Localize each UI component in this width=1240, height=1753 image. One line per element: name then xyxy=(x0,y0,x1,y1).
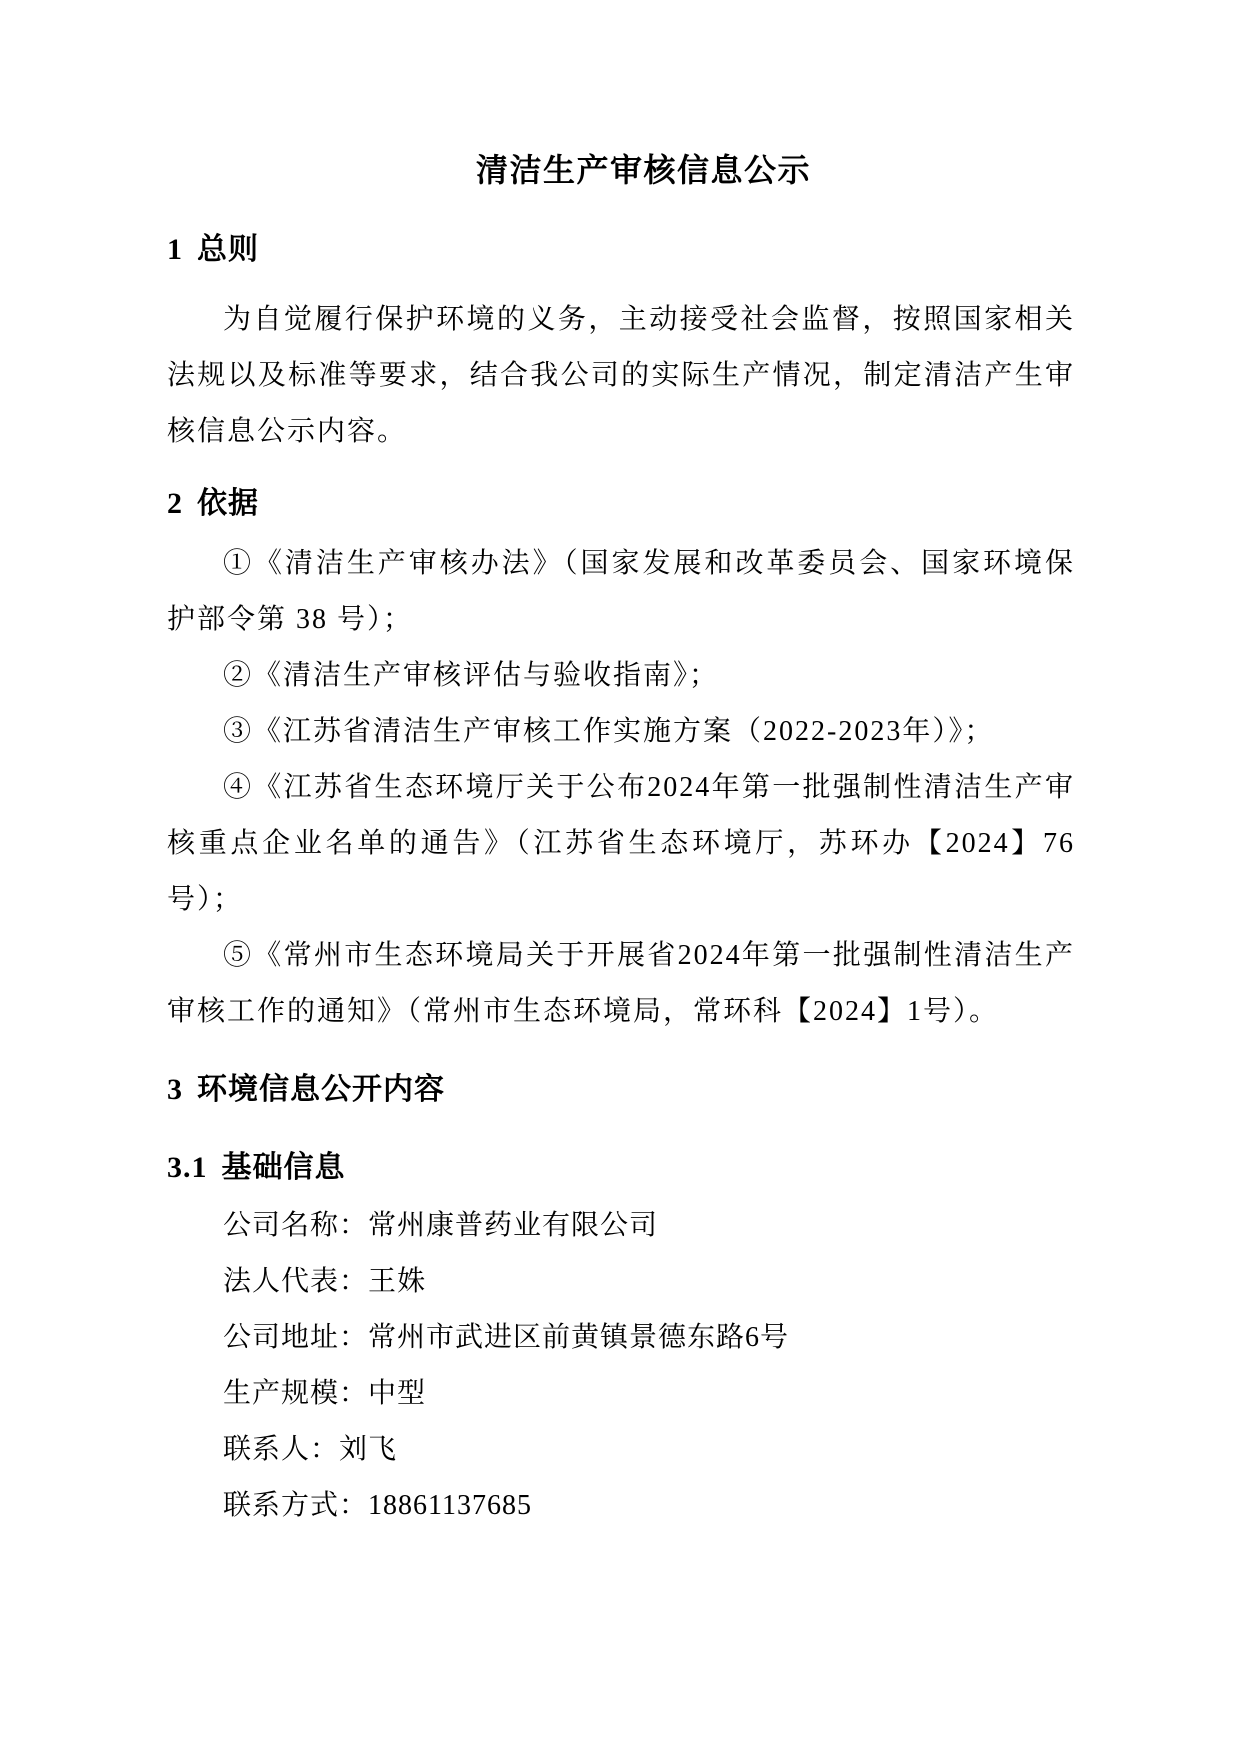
heading-number: 2 xyxy=(167,487,183,520)
info-line-contact-person: 联系人：刘飞 xyxy=(223,1434,398,1465)
heading-number: 3 xyxy=(167,1073,183,1106)
heading-text: 环境信息公开内容 xyxy=(197,1073,445,1106)
body-paragraph: ④《江苏省生态环境厅关于公布2024年第一批强制性清洁生产审核重点企业名单的通告》（江苏省生态环境厅，苏环办【2024】76号）； xyxy=(167,772,1075,915)
info-line-company-name: 公司名称：常州康普药业有限公司 xyxy=(223,1210,659,1241)
body-paragraph: ②《清洁生产审核评估与验收指南》； xyxy=(223,660,720,691)
body-paragraph: ①《清洁生产审核办法》（国家发展和改革委员会、国家环境保护部令第 38 号）； xyxy=(167,548,1075,635)
section-heading-basis xyxy=(167,476,1075,532)
heading-number: 1 xyxy=(167,233,183,266)
info-line-company-address: 公司地址：常州市武进区前黄镇景德东路6号 xyxy=(223,1322,790,1353)
info-line-legal-representative: 法人代表：王姝 xyxy=(223,1266,427,1297)
basic-info-block xyxy=(167,1198,1075,1534)
heading-text: 总则 xyxy=(197,233,259,266)
section-heading-general xyxy=(167,222,1075,278)
body-paragraph: 为自觉履行保护环境的义务，主动接受社会监督，按照国家相关法规以及标准等要求，结合我公司的实际生产情况，制定清洁产生审核信息公示内容。 xyxy=(167,304,1075,447)
body-paragraph: ③《江苏省清洁生产审核工作实施方案（2022-2023年）》； xyxy=(223,716,995,747)
heading-text: 基础信息 xyxy=(221,1151,346,1184)
page-title: 清洁生产审核信息公示 xyxy=(475,152,811,188)
body-paragraph: ⑤《常州市生态环境局关于开展省2024年第一批强制性清洁生产审核工作的通知》（常州市生态环境局，常环科【2024】1号）。 xyxy=(167,940,1075,1027)
heading-number: 3.1 xyxy=(167,1151,208,1184)
info-line-contact-number: 联系方式：18861137685 xyxy=(223,1490,532,1521)
section-heading-disclosure xyxy=(167,1062,1075,1118)
info-line-production-scale: 生产规模：中型 xyxy=(223,1378,427,1409)
subsection-heading-basic-info xyxy=(167,1140,1075,1196)
heading-text: 依据 xyxy=(197,487,259,520)
